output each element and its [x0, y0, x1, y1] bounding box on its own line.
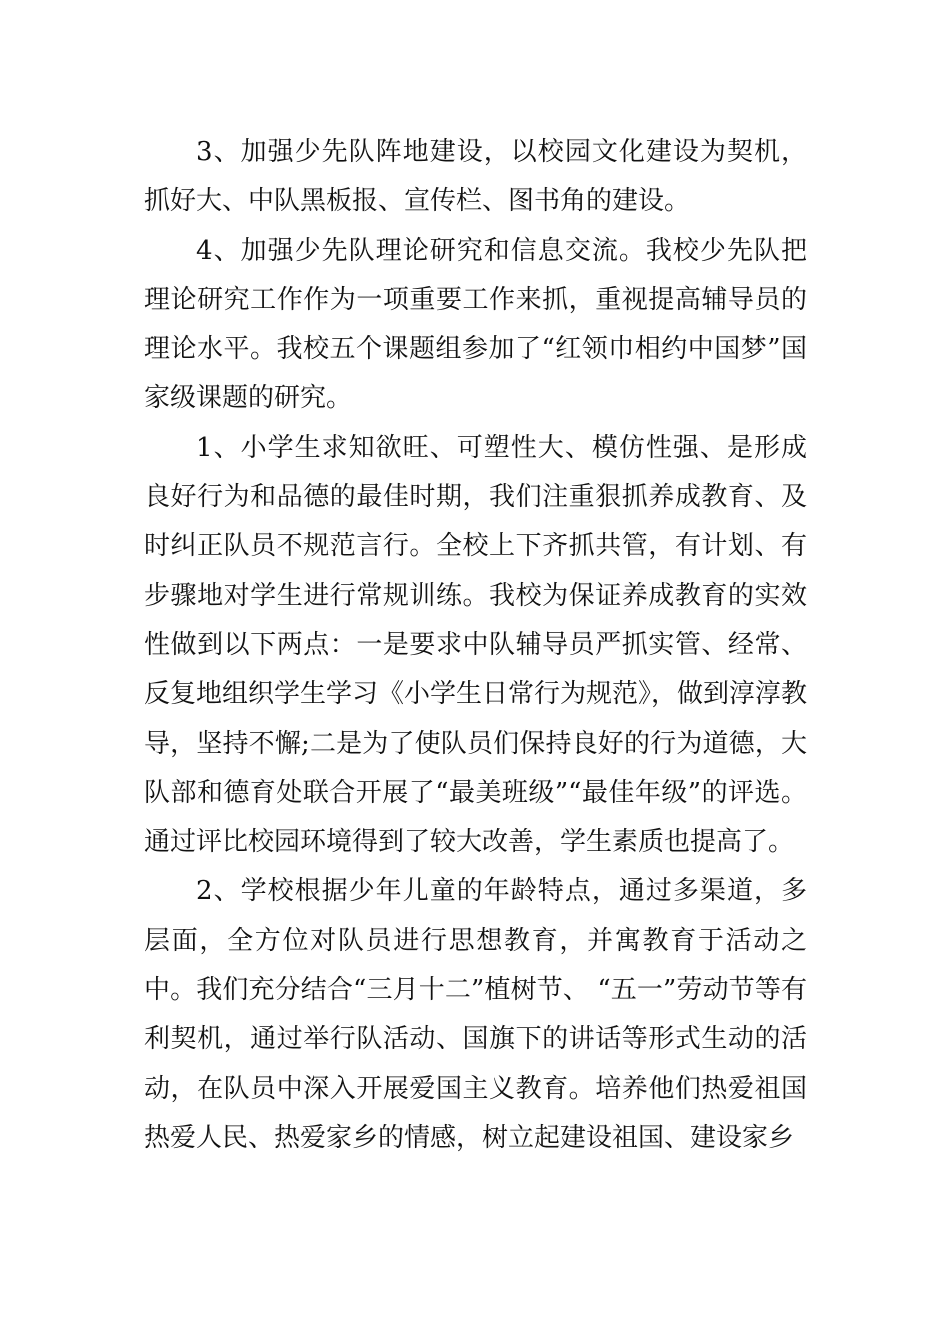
paragraph-3: 1、小学生求知欲旺、可塑性大、模仿性强、是形成良好行为和品德的最佳时期，我们注重狠抓养成教育、及时纠正队员不规范言行。全校上下齐抓共管，有计划、有步骤地对学生进行常规训练。我校为保证养成教育的实效性做到以下两点：一是要求中队辅导员严抓实管、经常、反复地组织学生学习《小学生日常行为规范》，做到淳淳教导，坚持不懈;二是为了使队员们保持良好的行为道德，大队部和德育处联合开展了“最美班级”“最佳年级”的评选。通过评比校园环境得到了较大改善，学生素质也提高了。	[144, 432, 808, 858]
paragraph-2: 4、加强少先队理论研究和信息交流。我校少先队把理论研究工作作为一项重要工作来抓，重视提高辅导员的理论水平。我校五个课题组参加了“红领巾相约中国梦”国家级课题的研究。	[144, 235, 807, 414]
document-body	[144, 128, 807, 1163]
paragraph-4: 2、学校根据少年儿童的年龄特点，通过多渠道，多层面，全方位对队员进行思想教育，并寓教育于活动之中。我们充分结合“三月十二”植树节、 “五一”劳动节等有利契机，通过举行队活动、国旗下的讲话等形式生动的活动，在队员中深入开展爱国主义教育。培养他们热爱祖国热爱人民、热爱家乡的情感，树立起建设祖国、建设家乡	[144, 876, 807, 1153]
paragraph-1: 3、加强少先队阵地建设，以校园文化建设为契机，抓好大、中队黑板报、宣传栏、图书角的建设。	[144, 137, 807, 217]
